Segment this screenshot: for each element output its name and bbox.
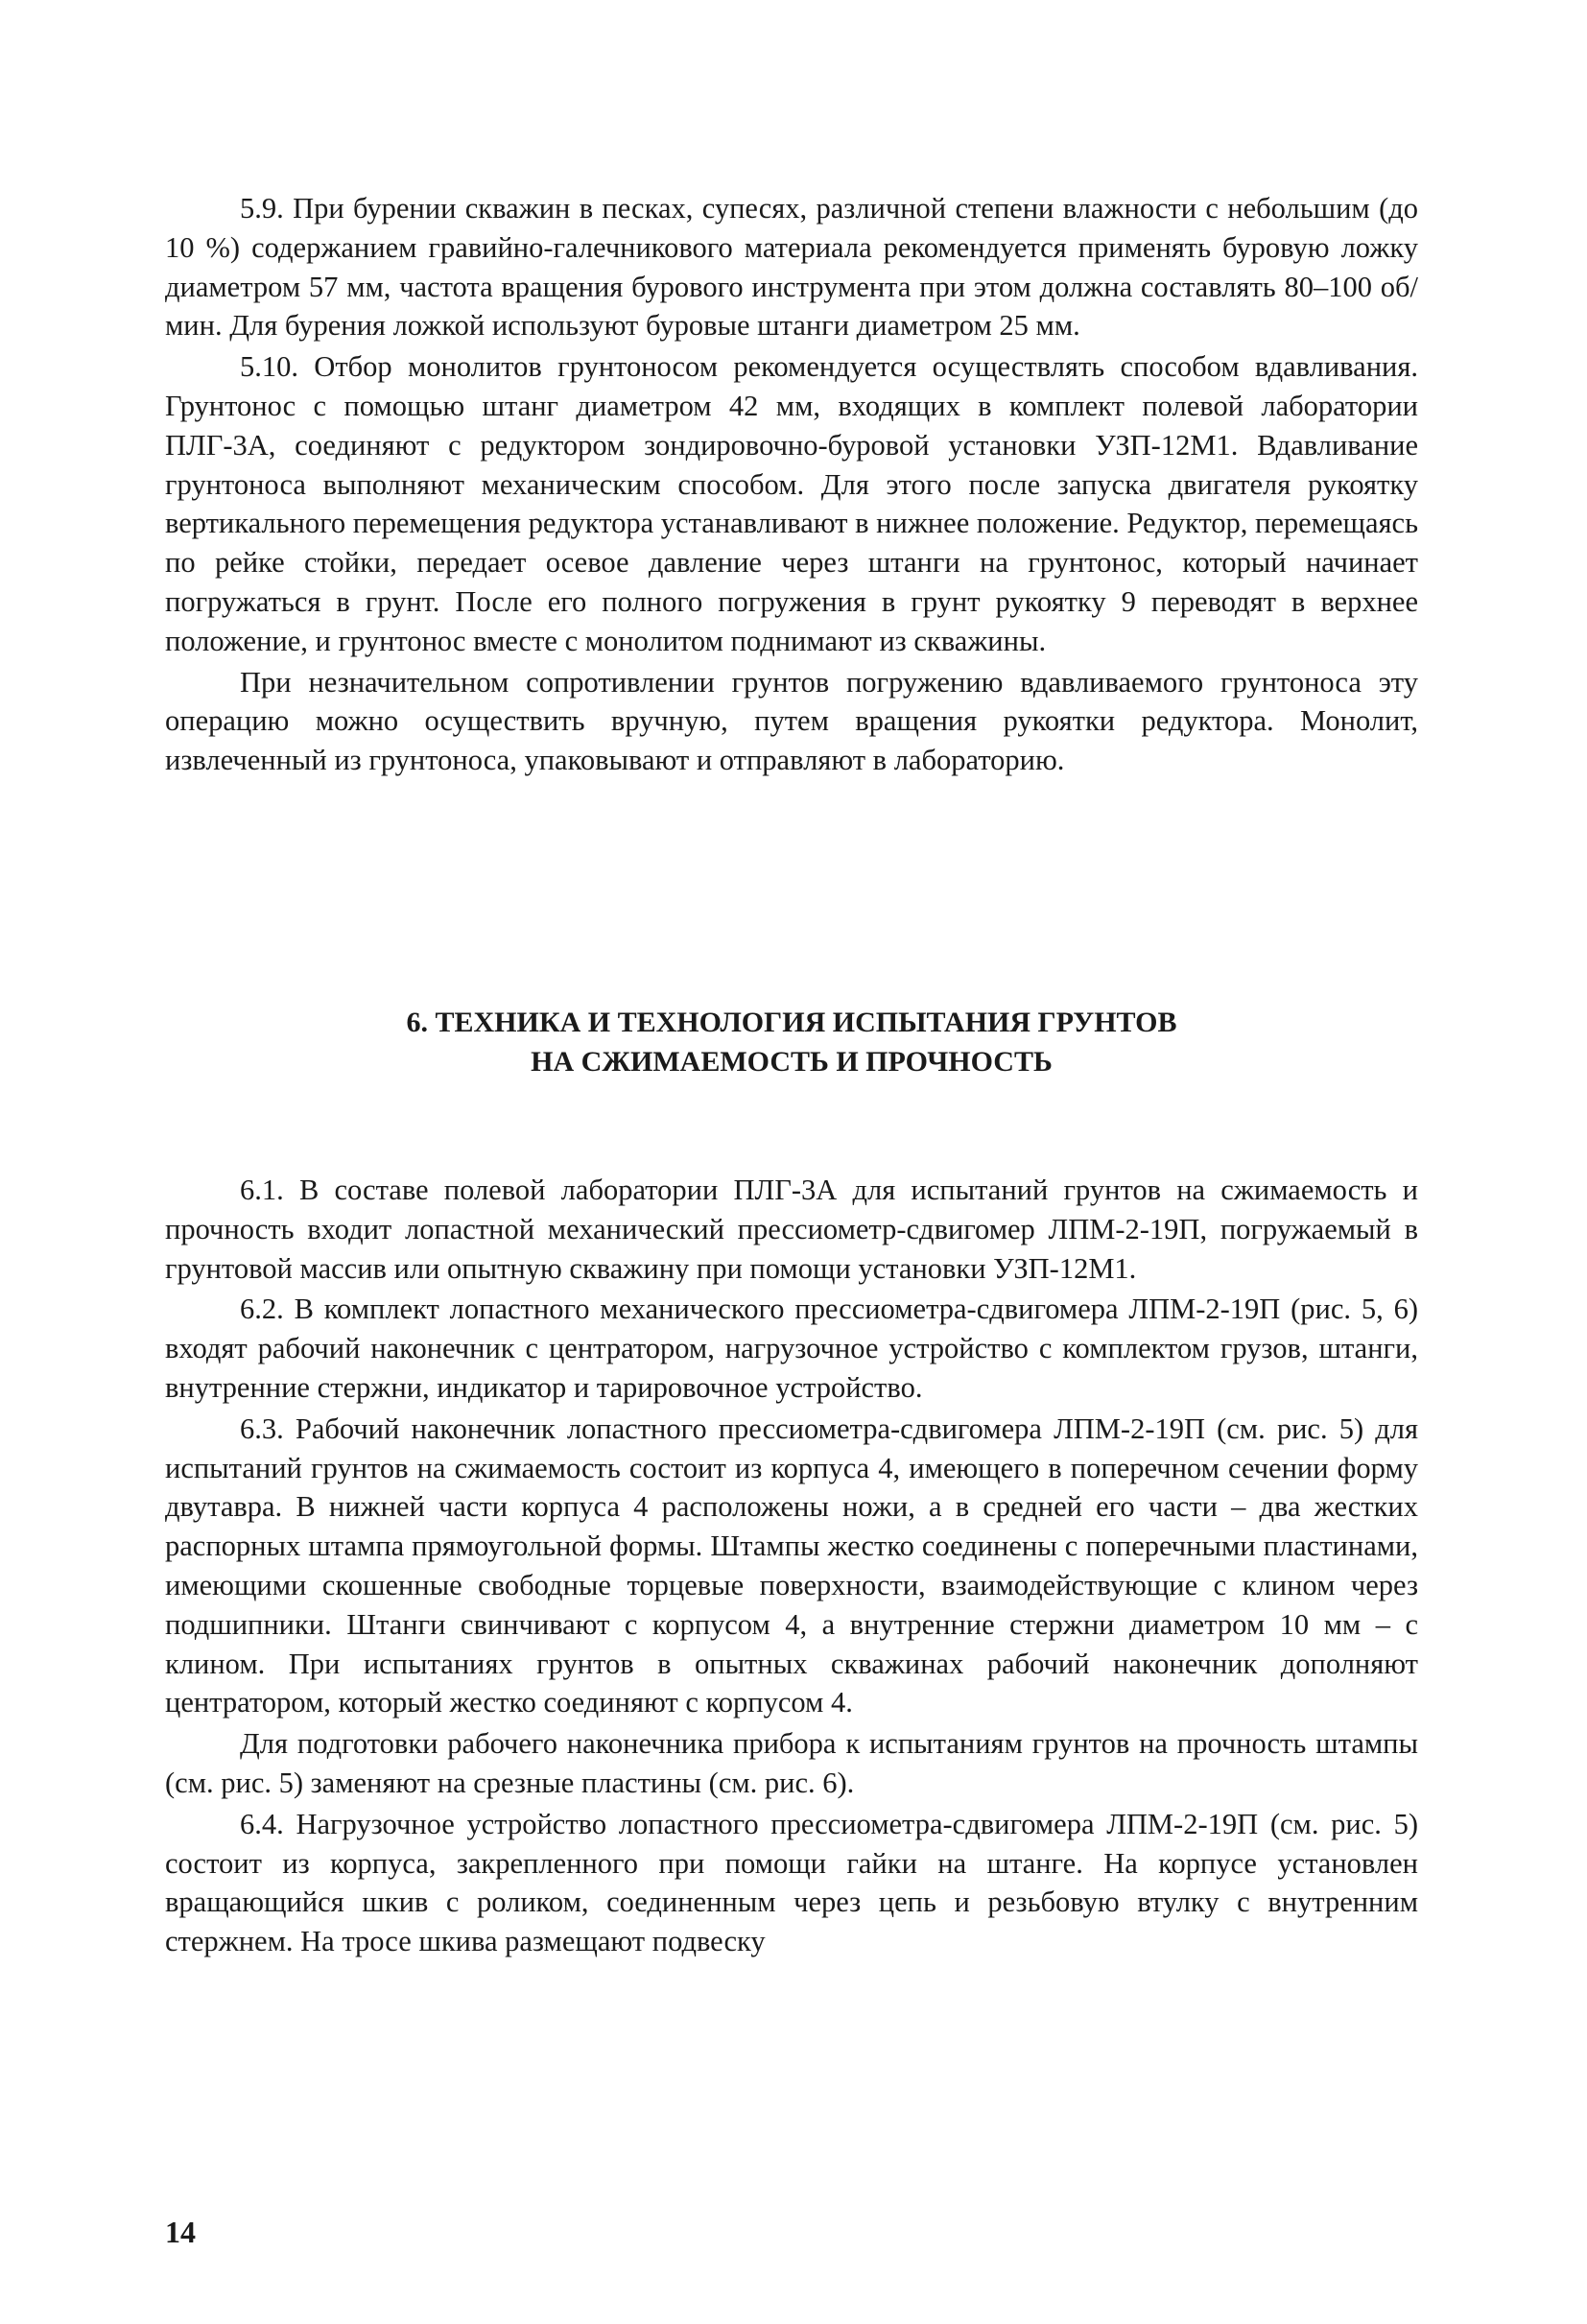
paragraph-5-10: 5.10. Отбор монолитов грунтоносом рекомендуется осуществлять способом вдавливания. Грунтонос с помощью штанг диаметром 42 мм, входящих в комплект полевой лаборатории ПЛГ-3А, соединяют с редуктором зондировочно-буровой установки УЗП-12М1. Вдавливание грунтоноса выполняют механическим способом. Для этого после запуска двигателя рукоятку вертикального перемещения редуктора устанавливают в нижнее положение. Редуктор, перемещаясь по рейке стойки, передает осевое давление через штанги на грунтонос, который начинает погружаться в грунт. После его полного погружения в грунт рукоятку 9 переводят в верхнее положение, и грунтонос вместе с монолитом поднимают из скважины. xyxy=(165,350,1418,657)
paragraph-6-1: 6.1. В составе полевой лаборатории ПЛГ-3А для испытаний грунтов на сжимаемость и прочность входит лопастной механический прессиометр-сдвигомер ЛПМ-2-19П, погружаемый в грунтовой массив или опытную скважину при помощи установки УЗП-12М1. xyxy=(165,1174,1418,1285)
section-6-heading xyxy=(165,1003,1418,1081)
paragraph-6-3: 6.3. Рабочий наконечник лопастного прессиометра-сдвигомера ЛПМ-2-19П (см. рис. 5) для испытаний грунтов на сжимаемость состоит из корпуса 4, имеющего в поперечном сечении форму двутавра. В нижней части корпуса 4 расположены ножи, а в средней его части – два жестких распорных штампа прямоугольной формы. Штампы жестко соединены с поперечными пластинами, имеющими скошенные свободные торцевые поверхности, взаимодействующие с клином через подшипники. Штанги свинчивают с корпусом 4, а внутренние стержни диаметром 10 мм – с клином. При испытаниях грунтов в опытных скважинах рабочий наконечник дополняют центратором, который жестко соединяют с корпусом 4. xyxy=(165,1411,1418,1719)
heading-line-1: 6. ТЕХНИКА И ТЕХНОЛОГИЯ ИСПЫТАНИЯ ГРУНТОВ xyxy=(406,1007,1177,1038)
heading-line-2: НА СЖИМАЕМОСТЬ И ПРОЧНОСТЬ xyxy=(531,1046,1053,1078)
page-number: 14 xyxy=(165,2215,196,2249)
section-6-body xyxy=(165,1171,1418,1961)
paragraph-6-4: 6.4. Нагрузочное устройство лопастного прессиометра-сдвигомера ЛПМ-2-19П (см. рис. 5) состоит из корпуса, закрепленного при помощи гайки на штанге. На корпусе установлен вращающийся шкив с роликом, соединенным через цепь и резьбовую втулку с внутренним стержнем. На тросе шкива размещают подвеску xyxy=(165,1807,1418,1958)
paragraph-6-2: 6.2. В комплект лопастного механического прессиометра-сдвигомера ЛПМ-2-19П (рис. 5, 6) входят рабочий наконечник с центратором, нагрузочное устройство с комплектом грузов, штанги, внутренние стержни, индикатор и тарировочное устройство. xyxy=(165,1292,1418,1404)
paragraph-5-10-continued: При незначительном сопротивлении грунтов погружению вдавливаемого грунтоноса эту операцию можно осуществить вручную, путем вращения рукоятки редуктора. Монолит, извлеченный из грунтоноса, упаковывают и отправляют в лабораторию. xyxy=(165,665,1418,777)
paragraph-5-9: 5.9. При бурении скважин в песках, супесях, различной степени влажности с небольшим (до 10 %) содержанием гравийно-галечникового материала рекомендуется применять буровую ложку диаметром 57 мм, частота вращения бурового инструмента при этом должна составлять 80–100 об/мин. Для бурения ложкой используют буровые штанги диаметром 25 мм. xyxy=(165,192,1418,343)
section-5-body xyxy=(165,189,1418,780)
paragraph-6-3-continued: Для подготовки рабочего наконечника прибора к испытаниям грунтов на прочность штампы (см. рис. 5) заменяют на срезные пластины (см. рис. 6). xyxy=(165,1727,1418,1799)
